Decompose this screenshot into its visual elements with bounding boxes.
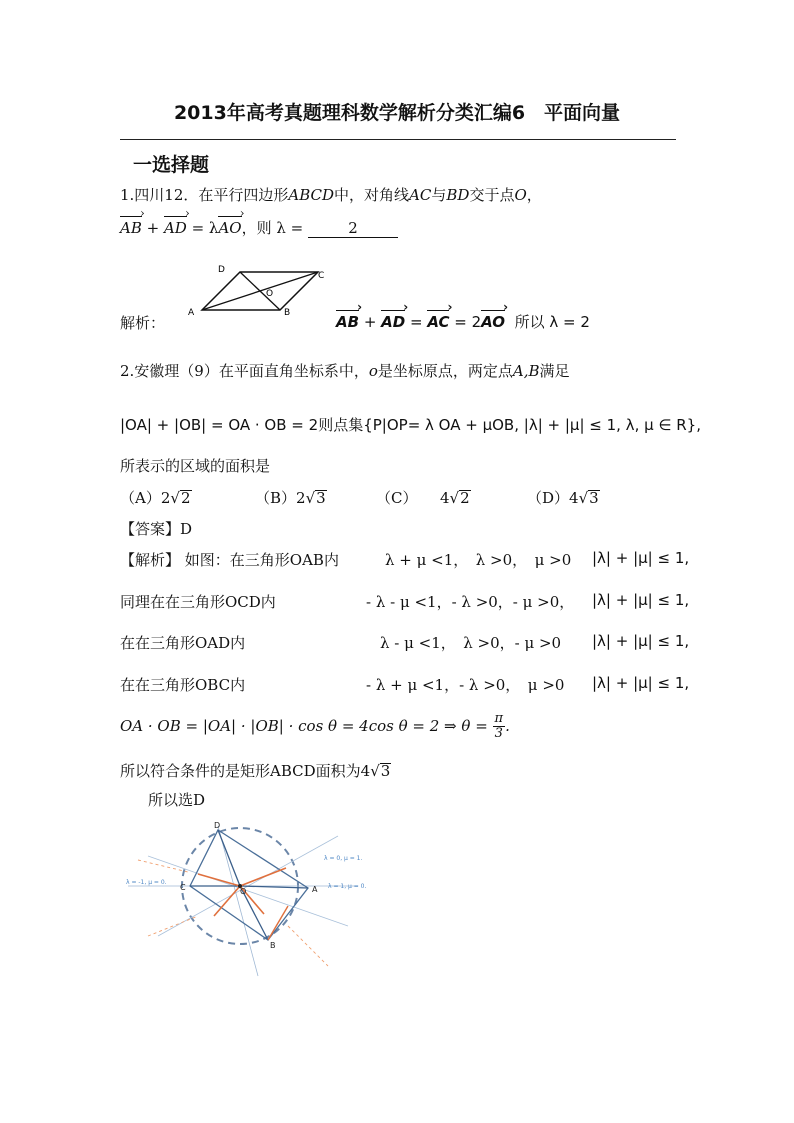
fig2-label-b: B — [270, 941, 276, 950]
q2-question: 所表示的区域的面积是 — [120, 457, 271, 475]
fig2-label-c: C — [180, 883, 186, 892]
choice-a-radicand: 2 — [180, 489, 191, 507]
q1-plus: + — [141, 219, 164, 237]
q1-then: ，则 λ = — [241, 219, 308, 237]
analysis-conclusion: 所以 λ = 2 — [514, 313, 590, 331]
q1-text-4: 交于点 — [469, 186, 515, 204]
q1-o: O — [514, 186, 527, 204]
analysis-vector-ac: AC › — [427, 313, 449, 331]
frac-numerator: π — [494, 711, 504, 726]
fig2-label-a: A — [312, 885, 318, 894]
row4-abs: |λ| + |μ| ≤ 1, — [592, 674, 690, 692]
page-title: 2013年高考真题理科数学解析分类汇编6 平面向量 — [173, 102, 621, 124]
q2-ab: A,B — [512, 362, 540, 380]
fig1-label-b: B — [284, 308, 291, 318]
choice-c-radicand: 2 — [460, 489, 470, 507]
frac-denominator: 3 — [494, 726, 503, 742]
choice-a: （A）2√2 — [120, 489, 191, 507]
row3-abs: |λ| + |μ| ≤ 1, — [592, 632, 690, 650]
dot-product-formula — [120, 712, 510, 742]
section-heading: 一选择题 — [133, 154, 210, 176]
parallelogram-figure — [180, 260, 340, 320]
analysis-row-1 — [120, 549, 339, 570]
q1-ac: AC — [409, 186, 432, 204]
fig1-label-d: D — [218, 265, 225, 275]
row1-abs: |λ| + |μ| ≤ 1, — [592, 549, 690, 567]
choice-a-label: （A）2 — [120, 489, 171, 507]
formula-period: . — [505, 716, 510, 735]
analysis-vector-ao: AO › — [481, 313, 505, 331]
q2-o: o — [368, 362, 378, 380]
fig1-label-a: A — [188, 308, 195, 318]
fig1-label-c: C — [318, 271, 325, 281]
title-divider — [120, 139, 676, 140]
row1-text: 如图：在三角形OAB内 — [184, 551, 339, 569]
answer-line: 【答案】D — [120, 520, 193, 538]
row2-cond: - λ - μ <1，- λ >0，- μ >0， — [366, 593, 575, 611]
q1-bd: BD — [446, 186, 470, 204]
row4-text: 在在三角形OBC内 — [120, 676, 246, 694]
q1-eq-lambda: = λ — [186, 219, 219, 237]
diagonal-bd — [240, 272, 280, 310]
fig2-label-d: D — [214, 821, 221, 830]
conclusion-radicand: 3 — [380, 762, 391, 780]
q2-text-2: 是坐标原点，两定点 — [377, 362, 513, 380]
analysis-vector-ab: AB › — [336, 313, 359, 331]
choice-d-radicand: 3 — [589, 489, 599, 507]
conclusion-text: 所以符合条件的是矩形ABCD面积为4 — [120, 762, 371, 780]
row4-cond: - λ + μ <1，- λ >0， μ >0 — [366, 676, 565, 694]
choice-b: （B）2√3 — [255, 489, 326, 507]
q2-text-1: 2.安徽理（9）在平面直角坐标系中， — [120, 362, 369, 380]
row2-text: 同理在在三角形OCD内 — [120, 593, 276, 611]
orange-guide-1 — [138, 860, 188, 872]
fig1-label-o: O — [266, 289, 274, 299]
vector-ad: AD › — [164, 219, 187, 237]
guide-line-2 — [148, 856, 348, 926]
q1-text-2: 中，对角线 — [334, 186, 410, 204]
q1-analysis-label: 解析： — [120, 314, 166, 332]
q2-condition-mid: 则点集{P| — [318, 416, 387, 434]
orange-arrow-2 — [198, 874, 240, 886]
choose-line: 所以选D — [148, 791, 206, 809]
q2-condition-eq: |OA| + |OB| = OA · OB = 2 — [120, 416, 319, 434]
vector-ao: AO › — [218, 219, 241, 237]
analysis-plus: + — [359, 313, 382, 331]
analysis-vector-ad: AD › — [381, 313, 405, 331]
fig2-note-1: λ = -1, μ = 0. — [126, 879, 167, 886]
q2-statement — [120, 360, 570, 381]
q2-condition — [120, 414, 701, 435]
q1-text-1: 1.四川12．在平行四边形 — [120, 186, 289, 204]
q1-answer-blank: 2 — [308, 219, 398, 238]
conclusion-line: 所以符合条件的是矩形ABCD面积为4√3 — [120, 762, 391, 780]
dot-formula-text: OA · OB = |OA| · |OB| · cos θ = 4cos θ = 2 ⇒ θ = — [120, 716, 493, 735]
analysis-eq1: = — [405, 313, 428, 331]
q1-statement — [120, 184, 542, 205]
fig2-label-o: O — [240, 887, 247, 896]
q1-abcd: ABCD — [288, 186, 335, 204]
row3-cond: λ - μ <1， λ >0，- μ >0 — [380, 634, 562, 652]
orange-arrow-1 — [240, 868, 286, 886]
choice-d: （D）4√3 — [527, 489, 599, 507]
q2-text-3: 满足 — [539, 362, 570, 380]
fig2-note-3: λ = 0, μ = 1. — [324, 855, 363, 862]
q1-text-3: 与 — [431, 186, 447, 204]
choice-c-label: （C） 4 — [376, 489, 450, 507]
row2-abs: |λ| + |μ| ≤ 1, — [592, 591, 690, 609]
q1-equation — [120, 217, 398, 238]
choice-c: （C） 4√2 — [376, 489, 470, 507]
segment-od — [218, 830, 240, 886]
q1-analysis — [336, 311, 590, 332]
row3-text: 在在三角形OAD内 — [120, 634, 246, 652]
choice-b-radicand: 3 — [316, 489, 326, 507]
choice-d-label: （D）4 — [527, 489, 579, 507]
fig2-note-2: λ = 1, μ = 0. — [328, 883, 367, 890]
q1-text-5: ， — [526, 186, 542, 204]
choice-b-label: （B）2 — [255, 489, 306, 507]
pi-over-3 — [493, 712, 506, 742]
vector-ab: AB › — [120, 219, 142, 237]
orange-guide-2 — [148, 916, 198, 936]
row1-cond: λ + μ <1， λ >0， μ >0 — [385, 551, 572, 569]
analysis-label: 【解析】 — [120, 551, 181, 569]
q2-condition-set: OP= λ OA + μOB, |λ| + |μ| ≤ 1, λ, μ ∈ R}, — [386, 416, 701, 434]
orange-guide-3 — [288, 926, 328, 966]
analysis-eq2: = 2 — [449, 313, 482, 331]
region-figure — [118, 816, 398, 1016]
